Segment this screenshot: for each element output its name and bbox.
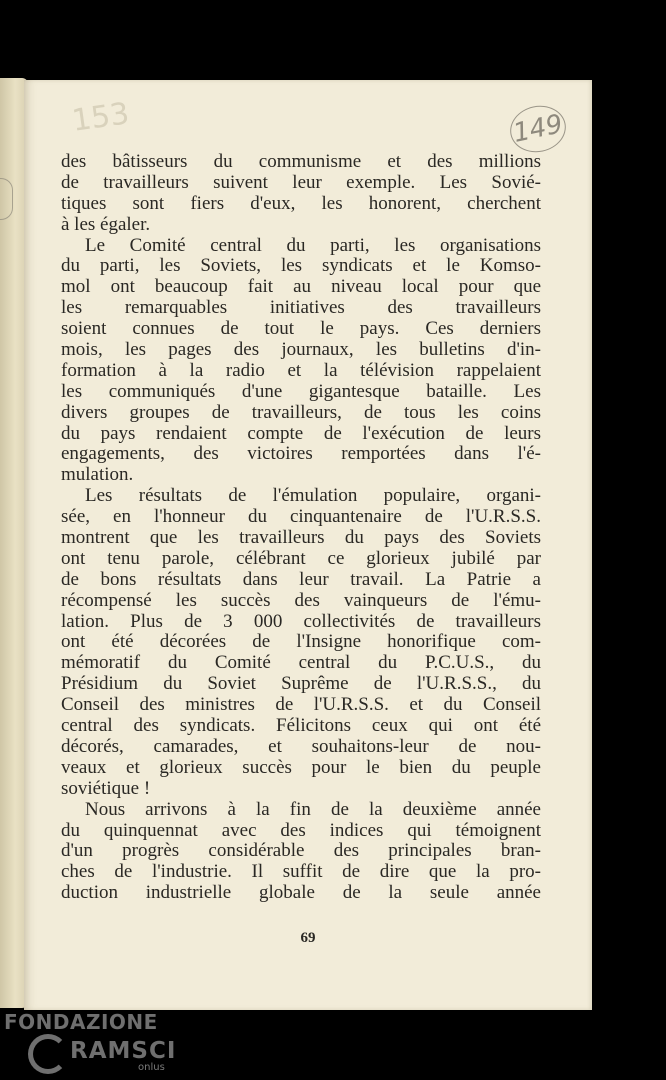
book-page <box>24 80 592 1010</box>
text-line: soient connues de tout le pays. Ces derniers <box>61 319 541 340</box>
text-line: des bâtisseurs du communisme et des millions <box>61 152 541 172</box>
text-line: Le Comité central du parti, les organisations <box>85 235 541 256</box>
watermark-g-logo-icon <box>28 1034 68 1074</box>
bleed-through-number: 153 <box>69 96 132 139</box>
text-line: de bons résultats dans leur travail. La Patrie a <box>61 569 541 590</box>
text-line: décorés, camarades, et souhaitons-leur de nou- <box>61 736 541 757</box>
text-line: Présidium du Soviet Suprême de l'U.R.S.S., du <box>61 674 541 695</box>
text-line: à les égaler. <box>61 214 151 235</box>
watermark-line1: FONDAZIONE <box>4 1010 158 1034</box>
text-line: ont tenu parole, célébrant ce glorieux jubilé par <box>61 548 541 569</box>
text-line: mol ont beaucoup fait au niveau local pour que <box>61 277 541 298</box>
text-line: veaux et glorieux succès pour le bien du peuple <box>61 757 541 778</box>
text-line: montrent que les travailleurs du pays des Soviets <box>61 528 541 549</box>
text-line: du pays rendaient compte de l'exécution de leurs <box>61 423 541 444</box>
previous-page-mark <box>0 178 13 220</box>
body-text <box>61 152 541 904</box>
text-line: mulation. <box>61 465 134 486</box>
text-line: d'un progrès considérable des principales bran- <box>61 841 541 862</box>
watermark-line3: onlus <box>138 1062 165 1073</box>
text-line: mois, les pages des journaux, les bulletins d'in- <box>61 340 541 361</box>
page-number: 69 <box>300 930 316 946</box>
text-line: ches de l'industrie. Il suffit de dire que la pro- <box>61 862 541 883</box>
text-line: lation. Plus de 3 000 collectivités de travailleurs <box>61 611 541 632</box>
text-line: du quinquennat avec des indices qui témoignent <box>61 820 541 841</box>
text-line: les communiqués d'une gigantesque bataille. Les <box>61 381 541 402</box>
text-line: Conseil des ministres de l'U.R.S.S. et du Conseil <box>61 695 541 716</box>
text-line: duction industrielle globale de la seule année <box>61 883 541 904</box>
text-line: Les résultats de l'émulation populaire, organi- <box>85 486 541 507</box>
text-line: de travailleurs suivent leur exemple. Les Sovié- <box>61 172 541 193</box>
text-line: Nous arrivons à la fin de la deuxième année <box>85 799 541 820</box>
fondazione-gramsci-watermark <box>4 1008 177 1080</box>
text-line: engagements, des victoires remportées dans l'é- <box>61 444 541 465</box>
watermark-line2: RAMSCI <box>70 1038 177 1064</box>
text-line: formation à la radio et la télévision rappelaient <box>61 360 541 381</box>
archive-number-stamp: 149 <box>506 101 570 158</box>
text-line: divers groupes de travailleurs, de tous les coins <box>61 402 541 423</box>
text-line: tiques sont fiers d'eux, les honorent, cherchent <box>61 193 541 214</box>
text-line: ont été décorées de l'Insigne honorifique com- <box>61 632 541 653</box>
text-line: sée, en l'honneur du cinquantenaire de l'U.R.S.S. <box>61 507 541 528</box>
text-line: du parti, les Soviets, les syndicats et le Komso- <box>61 256 541 277</box>
text-line: central des syndicats. Félicitons ceux qui ont été <box>61 716 541 737</box>
text-line: mémoratif du Comité central du P.C.U.S., du <box>61 653 541 674</box>
text-line: récompensé les succès des vainqueurs de l'ému- <box>61 590 541 611</box>
text-line: les remarquables initiatives des travailleurs <box>61 298 541 319</box>
text-line: soviétique ! <box>61 778 151 799</box>
